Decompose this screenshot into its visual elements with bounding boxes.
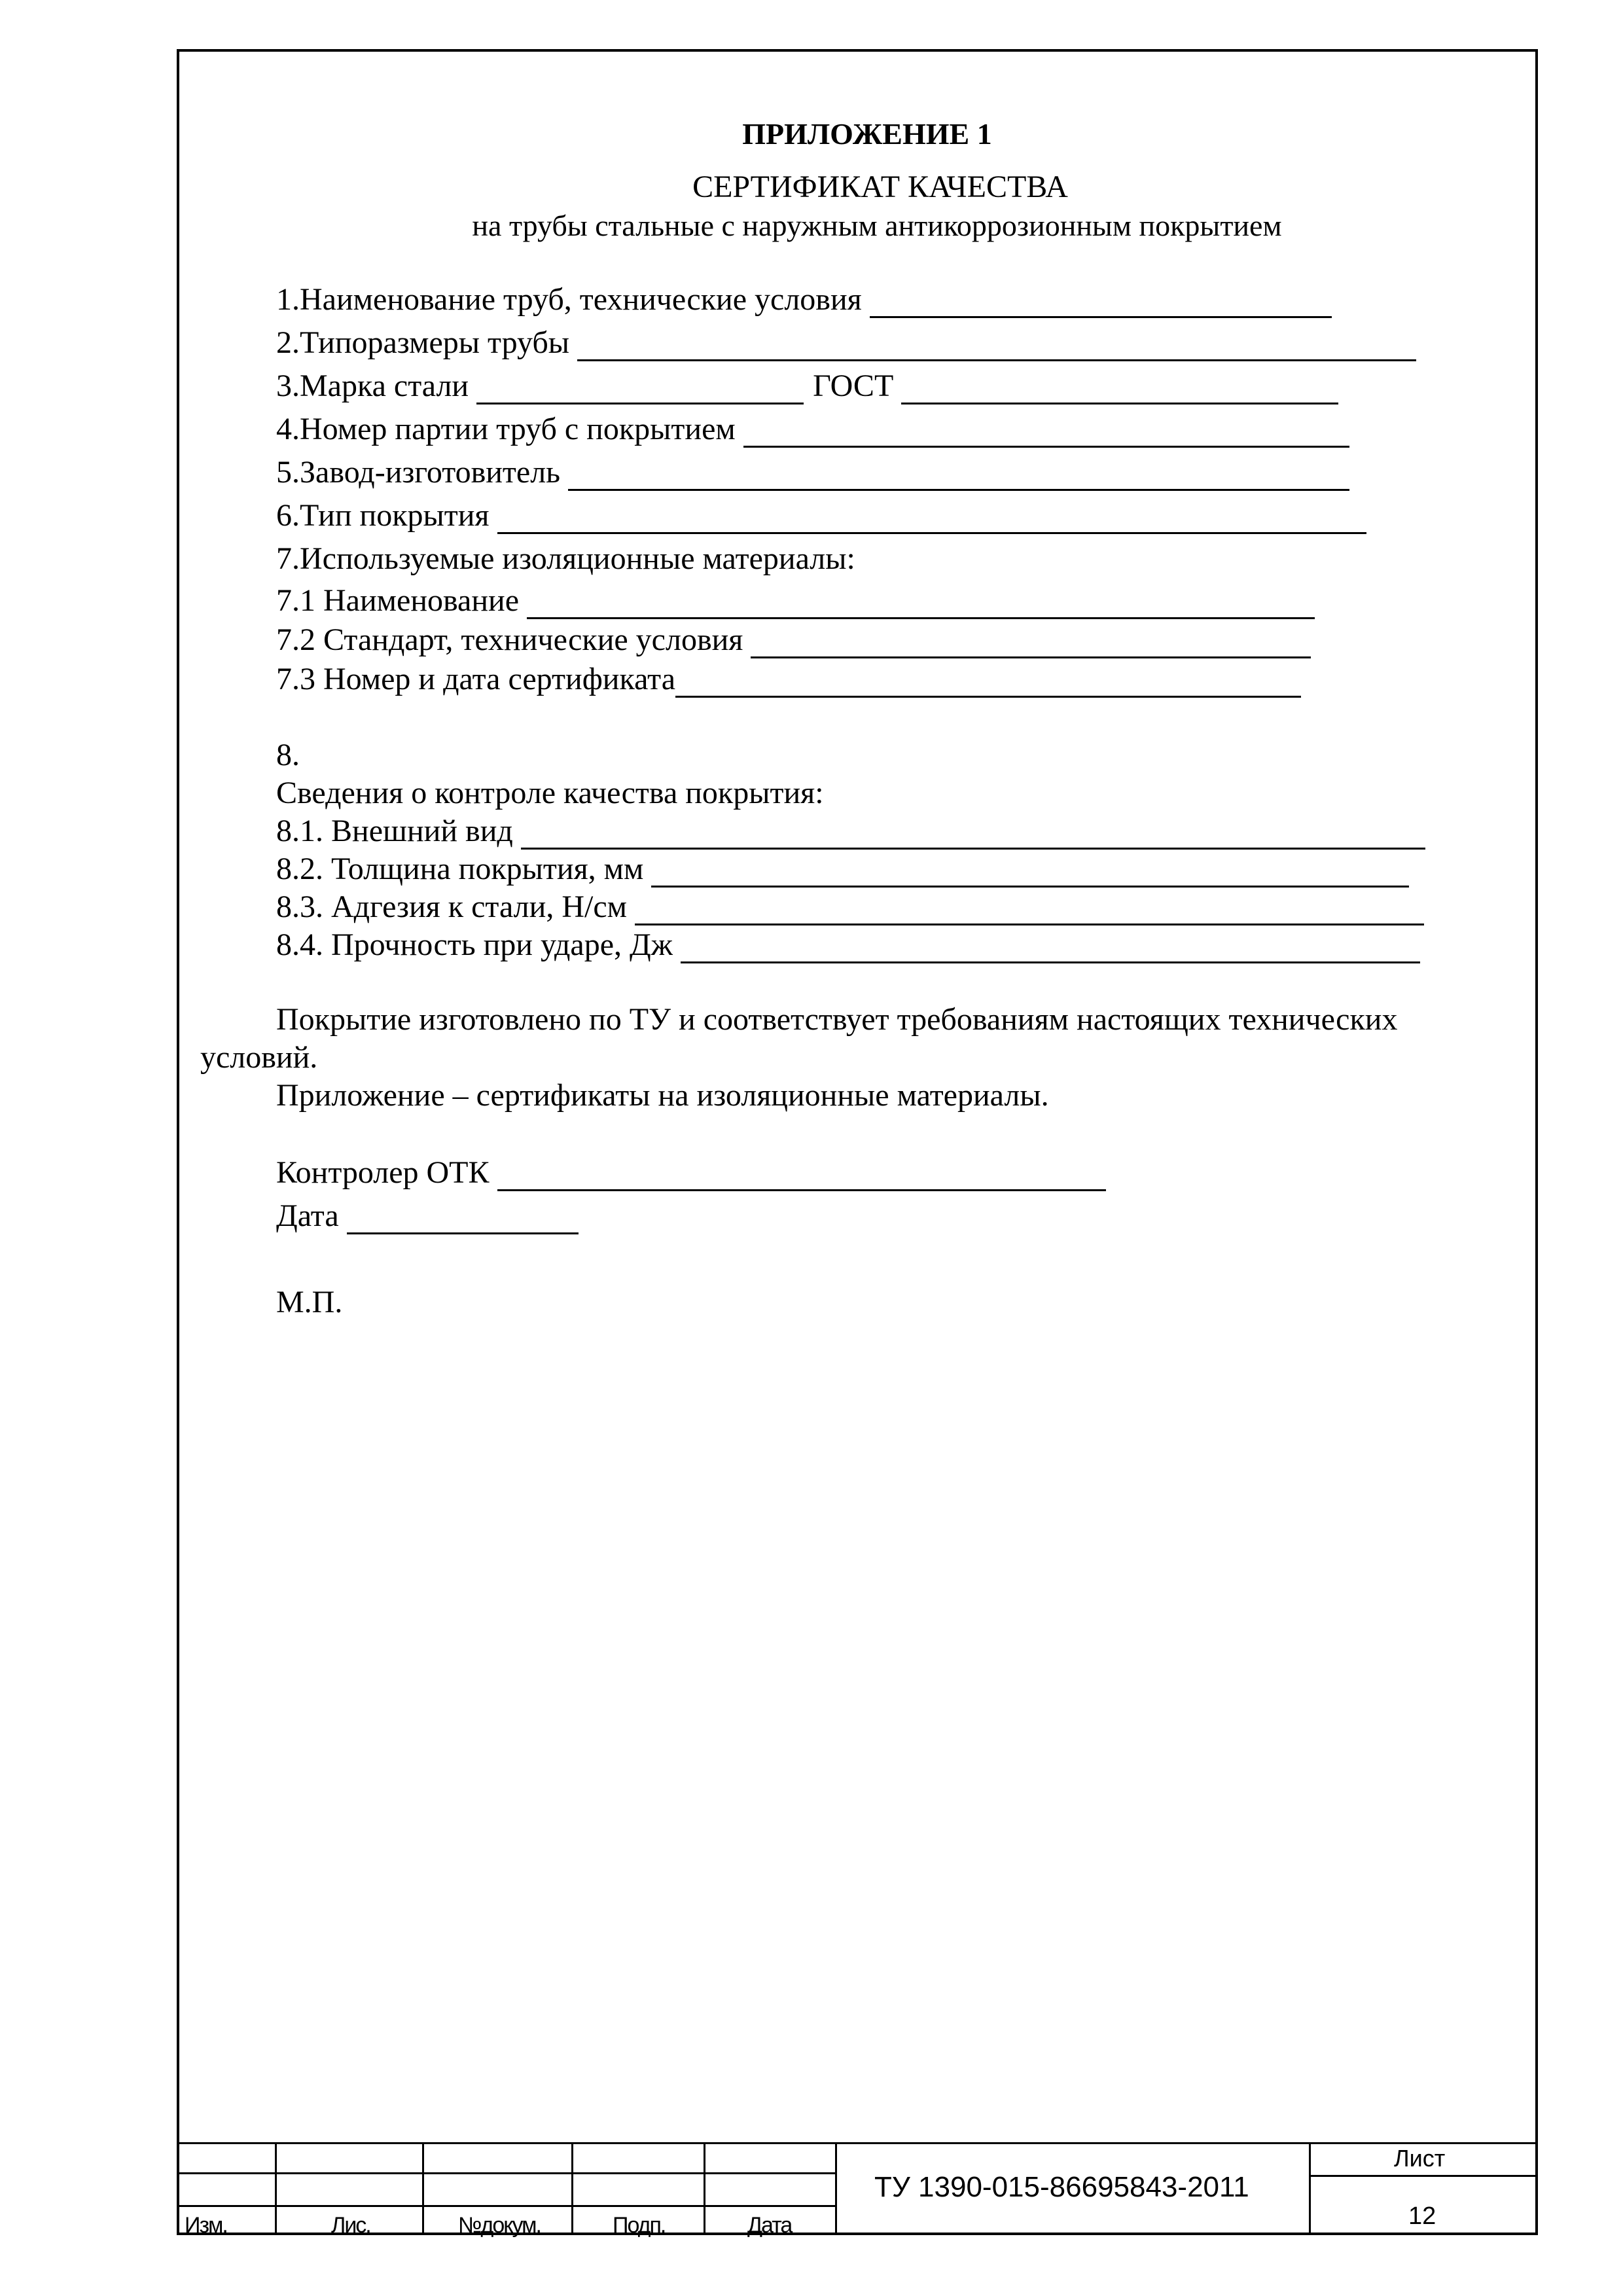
fill-line[interactable] xyxy=(476,374,804,404)
fill-line[interactable] xyxy=(901,374,1338,404)
field-label: 7.1 Наименование xyxy=(276,583,520,618)
stamp-rule xyxy=(704,2142,705,2235)
stamp-rule xyxy=(835,2142,837,2235)
field-steel-grade xyxy=(276,368,1338,404)
field-label: 5.Завод-изготовитель xyxy=(276,455,561,490)
stamp-col-izm: Изм. xyxy=(185,2213,227,2238)
field-coating-type xyxy=(276,497,1366,534)
field-material-standard xyxy=(276,622,1311,658)
field-label: 7.Используемые изоляционные материалы: xyxy=(276,541,855,576)
certificate-subtitle: на трубы стальные с наружным антикоррозионным покрытием xyxy=(472,209,1282,242)
field-label: 2.Типоразмеры трубы xyxy=(276,325,569,360)
field-label: Сведения о контроле качества покрытия: xyxy=(276,776,824,810)
field-batch-number xyxy=(276,411,1349,448)
fill-line[interactable] xyxy=(751,628,1311,658)
field-label: 1.Наименование труб, технические условия xyxy=(276,282,862,317)
field-label: 7.2 Стандарт, технические условия xyxy=(276,622,743,657)
field-label: Контролер ОТК xyxy=(276,1155,490,1190)
field-impact-strength xyxy=(276,927,1420,963)
stamp-rule xyxy=(1309,2142,1311,2235)
field-label: 8.1. Внешний вид xyxy=(276,814,513,848)
fill-line[interactable] xyxy=(577,331,1416,361)
sheet-label: Лист xyxy=(1394,2145,1446,2172)
field-label: Дата xyxy=(276,1198,339,1233)
section-8-title xyxy=(276,775,824,812)
stamp-rule xyxy=(275,2142,277,2235)
field-insulation-materials xyxy=(276,541,855,577)
fill-line[interactable] xyxy=(521,819,1425,850)
fill-line[interactable] xyxy=(635,895,1424,925)
field-label: 7.3 Номер и дата сертификата xyxy=(276,662,676,696)
field-label: 3.Марка стали xyxy=(276,368,469,403)
stamp-col-doc: №докум. xyxy=(458,2213,541,2238)
stamp-rule xyxy=(177,2142,1538,2144)
title-block xyxy=(177,2142,1538,2238)
certificate-title: СЕРТИФИКАТ КАЧЕСТВА xyxy=(692,170,1068,204)
field-pipe-sizes xyxy=(276,325,1416,361)
stamp-rule xyxy=(1309,2175,1538,2177)
fill-line[interactable] xyxy=(870,287,1332,318)
fill-line[interactable] xyxy=(527,588,1315,619)
field-adhesion xyxy=(276,889,1424,925)
stamp-col-lis: Лис. xyxy=(331,2213,370,2238)
field-certificate-number-date xyxy=(276,661,1301,698)
fill-line[interactable] xyxy=(497,1160,1106,1191)
document-number: ТУ 1390-015-86695843-2011 xyxy=(874,2171,1249,2203)
field-label: 6.Тип покрытия xyxy=(276,498,490,533)
fill-line[interactable] xyxy=(743,417,1349,448)
field-label: 8. xyxy=(276,738,300,772)
fill-line[interactable] xyxy=(497,503,1366,534)
section-8-number xyxy=(276,737,300,774)
field-label: 4.Номер партии труб с покрытием xyxy=(276,412,736,446)
field-appearance xyxy=(276,813,1425,850)
statement-line-1: Покрытие изготовлено по ТУ и соответствует требованиям настоящих технических xyxy=(276,1002,1398,1037)
stamp-rule xyxy=(571,2142,573,2235)
fill-line[interactable] xyxy=(651,857,1409,888)
field-label: 8.4. Прочность при ударе, Дж xyxy=(276,927,673,962)
fill-line[interactable] xyxy=(681,933,1420,963)
seal-placeholder: М.П. xyxy=(276,1285,343,1319)
field-label: 8.3. Адгезия к стали, Н/см xyxy=(276,889,627,924)
appendix-heading: ПРИЛОЖЕНИЕ 1 xyxy=(742,117,992,151)
fill-line[interactable] xyxy=(568,460,1349,491)
field-thickness xyxy=(276,851,1409,888)
stamp-rule xyxy=(422,2142,424,2235)
field-label: 8.2. Толщина покрытия, мм xyxy=(276,852,644,886)
stamp-col-podp: Подп. xyxy=(613,2213,666,2238)
fill-line[interactable] xyxy=(675,667,1301,698)
statement-line-2: условий. xyxy=(200,1040,318,1075)
field-date xyxy=(276,1198,579,1234)
gost-label: ГОСТ xyxy=(813,368,894,403)
fill-line[interactable] xyxy=(347,1204,579,1234)
attachment-note: Приложение – сертификаты на изоляционные материалы. xyxy=(276,1078,1049,1113)
sheet-number: 12 xyxy=(1408,2202,1436,2230)
stamp-col-date: Дата xyxy=(747,2213,792,2238)
field-pipe-name xyxy=(276,281,1332,318)
field-manufacturer xyxy=(276,454,1349,491)
field-qc-controller xyxy=(276,1155,1106,1191)
field-material-name xyxy=(276,583,1315,619)
